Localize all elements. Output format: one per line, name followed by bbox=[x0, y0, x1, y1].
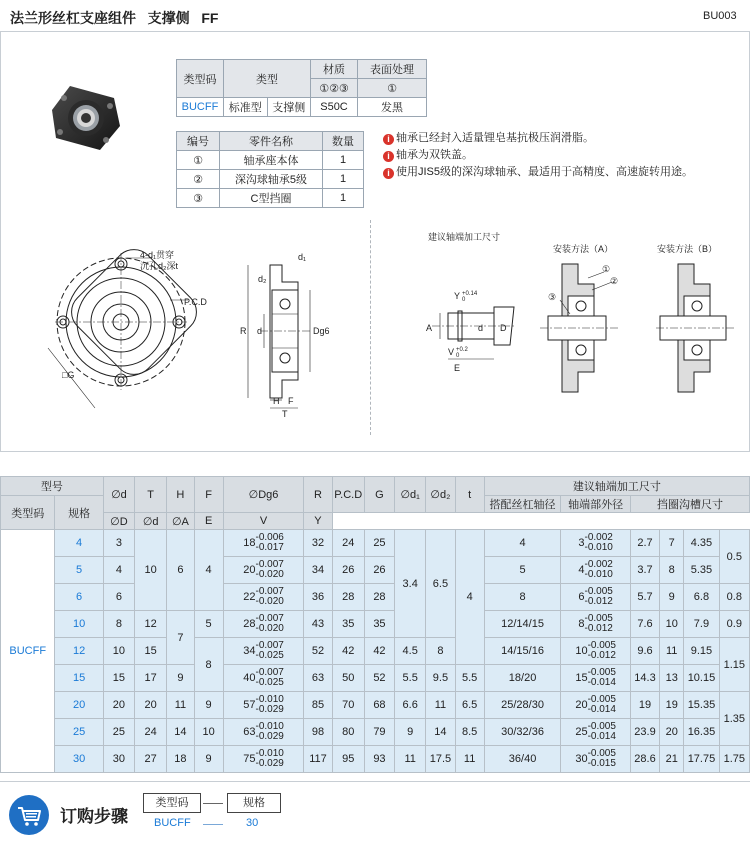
e-cell: 8 bbox=[660, 557, 684, 584]
h-cell: 6 bbox=[167, 530, 194, 611]
d-label: d bbox=[257, 326, 263, 336]
tolerance: -0.006 -0.017 bbox=[255, 532, 284, 553]
tolerance: -0.005 -0.012 bbox=[584, 613, 613, 634]
y-cell: 0.5 bbox=[719, 530, 749, 584]
shaft-sub-screw: 搭配丝杠轴径 bbox=[484, 496, 561, 513]
material-header: 材质 bbox=[311, 60, 358, 79]
screw-dia-cell: 36/40 bbox=[484, 746, 561, 773]
g-cell: 28 bbox=[364, 584, 394, 611]
pcd-cell: 24 bbox=[332, 530, 364, 557]
cart-icon-circle bbox=[9, 795, 49, 835]
parts-header-qty: 数量 bbox=[323, 132, 364, 151]
d-cell: 15 bbox=[103, 665, 134, 692]
d1-cell: 6.6 bbox=[395, 692, 426, 719]
d1-cell: 5.5 bbox=[395, 665, 426, 692]
tolerance: -0.005 -0.014 bbox=[587, 721, 616, 742]
t-cell: 8.5 bbox=[455, 719, 484, 746]
e-cell: 10 bbox=[660, 611, 684, 638]
pcd-cell: 70 bbox=[332, 692, 364, 719]
col-shaft-bigd: ∅D bbox=[103, 513, 134, 530]
table-row bbox=[1, 530, 750, 557]
tolerance: -0.002 -0.010 bbox=[584, 532, 613, 553]
dg6-cell bbox=[223, 557, 304, 584]
screw-dia-cell: 18/20 bbox=[484, 665, 561, 692]
v-tol-lower: 0 bbox=[456, 353, 460, 359]
nominal-value: 20 bbox=[575, 698, 588, 711]
nominal-value: 28 bbox=[243, 617, 256, 630]
col-pcd: P.C.D bbox=[332, 477, 364, 513]
material-value: S50C bbox=[311, 98, 358, 117]
col-t: T bbox=[135, 477, 167, 513]
t-cell: 24 bbox=[135, 719, 167, 746]
g-label: □G bbox=[62, 370, 75, 380]
y-cell: 1.75 bbox=[719, 746, 749, 773]
dg6-cell bbox=[223, 719, 304, 746]
f-label: F bbox=[288, 396, 294, 406]
t-cell: 5.5 bbox=[455, 665, 484, 692]
pcd-cell: 26 bbox=[332, 557, 364, 584]
screw-dia-cell: 14/15/16 bbox=[484, 638, 561, 665]
e-cell: 13 bbox=[660, 665, 684, 692]
part-no: ① bbox=[177, 151, 220, 170]
col-v: V bbox=[223, 513, 304, 530]
pcd-cell: 28 bbox=[332, 584, 364, 611]
table-row bbox=[1, 638, 750, 665]
shaft-end-cell bbox=[561, 530, 631, 557]
tolerance: -0.007 -0.020 bbox=[255, 613, 284, 634]
col-d1: ∅d₁ bbox=[395, 477, 426, 513]
t-label: T bbox=[282, 409, 288, 419]
table-row bbox=[1, 692, 750, 719]
d1-cell: 4.5 bbox=[395, 638, 426, 665]
tolerance: -0.010 -0.029 bbox=[255, 721, 284, 742]
cart-icon bbox=[9, 795, 49, 835]
part-name: 深沟球轴承5级 bbox=[220, 170, 323, 189]
col-shaft-d: ∅d bbox=[135, 513, 167, 530]
v-cell: 5.35 bbox=[684, 557, 719, 584]
type-code-header: 类型码 bbox=[177, 60, 224, 98]
dg6-cell bbox=[223, 584, 304, 611]
note-text: 使用JIS5级的深沟球轴承、最适用于高精度、高速旋转用途。 bbox=[396, 166, 694, 178]
d-cell: 20 bbox=[103, 692, 134, 719]
f-cell: 8 bbox=[194, 638, 223, 692]
g-cell: 42 bbox=[364, 638, 394, 665]
note-text: 轴承已经封入适量锂皂基抗极压润滑脂。 bbox=[396, 132, 594, 144]
d-cell: 25 bbox=[103, 719, 134, 746]
hole-label-2: 沉孔d₂深t bbox=[140, 261, 178, 271]
parts-header-name: 零件名称 bbox=[220, 132, 323, 151]
g-cell: 35 bbox=[364, 611, 394, 638]
spec-cell: 12 bbox=[55, 638, 103, 665]
nominal-value: 8 bbox=[578, 617, 585, 630]
t-cell: 20 bbox=[135, 692, 167, 719]
d-cell: 6 bbox=[103, 584, 134, 611]
install-a-label: 安装方法（A） bbox=[553, 244, 614, 254]
nominal-value: 63 bbox=[243, 725, 256, 738]
model-group-header: 型号 bbox=[1, 477, 104, 496]
r-cell: 34 bbox=[304, 557, 332, 584]
col-r: R bbox=[304, 477, 332, 513]
tolerance: -0.007 -0.020 bbox=[255, 586, 284, 607]
a-cell: 28.6 bbox=[630, 746, 659, 773]
table-row bbox=[1, 665, 750, 692]
r-cell: 63 bbox=[304, 665, 332, 692]
shaft-sub-end: 轴端部外径 bbox=[561, 496, 631, 513]
r-cell: 85 bbox=[304, 692, 332, 719]
shaft-end-cell bbox=[561, 692, 631, 719]
t-cell: 12 bbox=[135, 611, 167, 638]
a-cell: 9.6 bbox=[630, 638, 659, 665]
parts-header-no: 编号 bbox=[177, 132, 220, 151]
table-row bbox=[1, 719, 750, 746]
tolerance: -0.007 -0.025 bbox=[255, 667, 284, 688]
t-cell: 10 bbox=[135, 530, 167, 611]
col-y: Y bbox=[304, 513, 332, 530]
f-cell: 9 bbox=[194, 746, 223, 773]
t-cell: 11 bbox=[455, 746, 484, 773]
tolerance: -0.005 -0.012 bbox=[584, 586, 613, 607]
shaft-end-cell bbox=[561, 584, 631, 611]
d-cell: 30 bbox=[103, 746, 134, 773]
dg6-cell bbox=[223, 665, 304, 692]
finish-header: 表面处理 bbox=[358, 60, 427, 79]
a-cell: 7.6 bbox=[630, 611, 659, 638]
order-value-spec: 30 bbox=[246, 817, 259, 829]
r-cell: 32 bbox=[304, 530, 332, 557]
e-cell: 9 bbox=[660, 584, 684, 611]
d2-cell: 17.5 bbox=[426, 746, 455, 773]
shaft-d-label: d bbox=[478, 323, 484, 333]
y-cell: 0.9 bbox=[719, 611, 749, 638]
dg6-cell bbox=[223, 611, 304, 638]
nominal-value: 25 bbox=[575, 725, 588, 738]
dg6-cell bbox=[223, 530, 304, 557]
spec-cell: 30 bbox=[55, 746, 103, 773]
nominal-value: 6 bbox=[578, 590, 585, 603]
shaft-end-cell bbox=[561, 638, 631, 665]
h-cell: 18 bbox=[167, 746, 194, 773]
shaft-bigd-label: D bbox=[500, 323, 507, 333]
v-cell: 15.35 bbox=[684, 692, 719, 719]
spec-cell: 10 bbox=[55, 611, 103, 638]
type-value: 标准型 bbox=[224, 98, 268, 117]
type-code-cell: BUCFF bbox=[1, 530, 55, 773]
dg6-label: Dg6 bbox=[313, 326, 330, 336]
d1-cell: 11 bbox=[395, 746, 426, 773]
type-code-value: BUCFF bbox=[177, 98, 224, 117]
g-cell: 68 bbox=[364, 692, 394, 719]
v-cell: 9.15 bbox=[684, 638, 719, 665]
nominal-value: 3 bbox=[578, 536, 585, 549]
nominal-value: 34 bbox=[243, 644, 256, 657]
type-code-subheader: 类型码 bbox=[1, 496, 55, 530]
spec-cell: 25 bbox=[55, 719, 103, 746]
nominal-value: 75 bbox=[243, 752, 256, 765]
t-cell: 27 bbox=[135, 746, 167, 773]
d1-label: d₁ bbox=[298, 252, 307, 262]
table-row bbox=[1, 584, 750, 611]
part-qty: 1 bbox=[323, 151, 364, 170]
spec-cell: 15 bbox=[55, 665, 103, 692]
f-cell: 9 bbox=[194, 692, 223, 719]
col-dg6: ∅Dg6 bbox=[223, 477, 304, 513]
order-box-spec: 规格 bbox=[227, 793, 281, 813]
dimension-table bbox=[0, 476, 750, 773]
col-a: ∅A bbox=[167, 513, 194, 530]
pcd-label: P.C.D bbox=[184, 297, 207, 307]
screw-dia-cell: 25/28/30 bbox=[484, 692, 561, 719]
d-cell: 10 bbox=[103, 638, 134, 665]
screw-dia-cell: 8 bbox=[484, 584, 561, 611]
v-tol-upper: +0.2 bbox=[456, 347, 468, 353]
col-h: H bbox=[167, 477, 194, 513]
order-title: 订购步骤 bbox=[60, 807, 128, 826]
a-cell: 3.7 bbox=[630, 557, 659, 584]
order-section bbox=[0, 781, 750, 847]
d2-cell: 6.5 bbox=[426, 530, 455, 638]
type-header: 类型 bbox=[224, 60, 311, 98]
e-cell: 11 bbox=[660, 638, 684, 665]
callout-2: ② bbox=[610, 276, 619, 286]
col-d2: ∅d₂ bbox=[426, 477, 455, 513]
d-cell: 3 bbox=[103, 530, 134, 557]
g-cell: 52 bbox=[364, 665, 394, 692]
a-cell: 14.3 bbox=[630, 665, 659, 692]
order-value-connector bbox=[203, 824, 223, 825]
g-cell: 25 bbox=[364, 530, 394, 557]
r-label: R bbox=[240, 326, 247, 336]
shaft-end-cell bbox=[561, 719, 631, 746]
d2-cell: 11 bbox=[426, 692, 455, 719]
d-cell: 8 bbox=[103, 611, 134, 638]
screw-dia-cell: 12/14/15 bbox=[484, 611, 561, 638]
r-cell: 98 bbox=[304, 719, 332, 746]
hole-label-1: 4-d₁贯穿 bbox=[140, 250, 175, 260]
a-label: A bbox=[426, 323, 433, 333]
part-name: C型挡圈 bbox=[220, 189, 323, 208]
spec-cell: 20 bbox=[55, 692, 103, 719]
order-value-type: BUCFF bbox=[154, 817, 191, 829]
y-cell: 1.35 bbox=[719, 692, 749, 746]
h-label: H bbox=[273, 396, 280, 406]
product-code: BU003 bbox=[703, 10, 737, 22]
order-connector bbox=[203, 803, 223, 804]
nominal-value: 30 bbox=[575, 752, 588, 765]
drawing-frame bbox=[0, 31, 750, 452]
tolerance: -0.005 -0.014 bbox=[587, 694, 616, 715]
tolerance: -0.005 -0.012 bbox=[587, 640, 616, 661]
pcd-cell: 42 bbox=[332, 638, 364, 665]
e-cell: 19 bbox=[660, 692, 684, 719]
v-cell: 4.35 bbox=[684, 530, 719, 557]
r-cell: 43 bbox=[304, 611, 332, 638]
col-f: F bbox=[194, 477, 223, 513]
info-icon: i bbox=[383, 151, 394, 162]
nominal-value: 22 bbox=[243, 590, 256, 603]
v-cell: 16.35 bbox=[684, 719, 719, 746]
v-label: V bbox=[448, 347, 455, 357]
r-cell: 117 bbox=[304, 746, 332, 773]
part-qty: 1 bbox=[323, 189, 364, 208]
e-cell: 7 bbox=[660, 530, 684, 557]
g-cell: 26 bbox=[364, 557, 394, 584]
h-cell: 7 bbox=[167, 611, 194, 665]
y-cell: 1.15 bbox=[719, 638, 749, 692]
v-cell: 17.75 bbox=[684, 746, 719, 773]
h-cell: 14 bbox=[167, 719, 194, 746]
nominal-value: 40 bbox=[243, 671, 256, 684]
table-row bbox=[1, 611, 750, 638]
col-d: ∅d bbox=[103, 477, 134, 513]
g-cell: 93 bbox=[364, 746, 394, 773]
e-label: E bbox=[454, 363, 461, 373]
d2-cell: 9.5 bbox=[426, 665, 455, 692]
side-value: 支撑侧 bbox=[267, 98, 311, 117]
tolerance: -0.010 -0.029 bbox=[255, 748, 284, 769]
callout-1: ① bbox=[602, 264, 611, 274]
part-no: ② bbox=[177, 170, 220, 189]
r-cell: 36 bbox=[304, 584, 332, 611]
tolerance: -0.002 -0.010 bbox=[584, 559, 613, 580]
screw-dia-cell: 4 bbox=[484, 530, 561, 557]
col-tt: t bbox=[455, 477, 484, 513]
r-cell: 52 bbox=[304, 638, 332, 665]
shaft-group-header: 建议轴端加工尺寸 bbox=[484, 477, 749, 496]
d1-cell: 3.4 bbox=[395, 530, 426, 638]
dg6-cell bbox=[223, 638, 304, 665]
pcd-cell: 80 bbox=[332, 719, 364, 746]
note-text: 轴承为双铁盖。 bbox=[396, 149, 473, 161]
t-cell: 4 bbox=[455, 530, 484, 665]
col-g: G bbox=[364, 477, 394, 513]
spec-cell: 5 bbox=[55, 557, 103, 584]
tolerance: -0.005 -0.014 bbox=[587, 667, 616, 688]
order-box-type: 类型码 bbox=[143, 793, 201, 813]
v-cell: 6.8 bbox=[684, 584, 719, 611]
shaft-sub-groove: 挡圈沟槽尺寸 bbox=[630, 496, 749, 513]
nominal-value: 4 bbox=[578, 563, 585, 576]
d-cell: 4 bbox=[103, 557, 134, 584]
a-cell: 19 bbox=[630, 692, 659, 719]
d2-cell: 14 bbox=[426, 719, 455, 746]
part-no: ③ bbox=[177, 189, 220, 208]
nominal-value: 18 bbox=[243, 536, 256, 549]
info-icon: i bbox=[383, 134, 394, 145]
pcd-cell: 95 bbox=[332, 746, 364, 773]
d2-cell: 8 bbox=[426, 638, 455, 665]
y-tol-lower: 0 bbox=[462, 297, 466, 303]
col-e: E bbox=[194, 513, 223, 530]
tolerance: -0.010 -0.029 bbox=[255, 694, 284, 715]
shaft-end-cell bbox=[561, 557, 631, 584]
nominal-value: 57 bbox=[243, 698, 256, 711]
info-icon: i bbox=[383, 168, 394, 179]
d1-cell: 9 bbox=[395, 719, 426, 746]
shaft-end-cell bbox=[561, 746, 631, 773]
nominal-value: 10 bbox=[575, 644, 588, 657]
h-cell: 11 bbox=[167, 692, 194, 719]
f-cell: 4 bbox=[194, 530, 223, 611]
t-cell: 15 bbox=[135, 638, 167, 665]
g-cell: 79 bbox=[364, 719, 394, 746]
table-row bbox=[1, 557, 750, 584]
dg6-cell bbox=[223, 746, 304, 773]
d2-label: d₂ bbox=[258, 274, 267, 284]
f-cell: 10 bbox=[194, 719, 223, 746]
y-tol-upper: +0.14 bbox=[462, 291, 478, 297]
spec-cell: 6 bbox=[55, 584, 103, 611]
callout-3: ③ bbox=[548, 292, 557, 302]
nominal-value: 20 bbox=[243, 563, 256, 576]
shaft-end-cell bbox=[561, 611, 631, 638]
pcd-cell: 50 bbox=[332, 665, 364, 692]
shaft-title: 建议轴端加工尺寸 bbox=[428, 232, 501, 242]
screw-dia-cell: 5 bbox=[484, 557, 561, 584]
a-cell: 2.7 bbox=[630, 530, 659, 557]
t-cell: 6.5 bbox=[455, 692, 484, 719]
tolerance: -0.007 -0.020 bbox=[255, 559, 284, 580]
v-cell: 10.15 bbox=[684, 665, 719, 692]
material-sub: ①②③ bbox=[311, 79, 358, 98]
y-label: Y bbox=[454, 291, 461, 301]
page-title: 法兰形丝杠支座组件 支撑侧 FF bbox=[10, 10, 219, 26]
part-name: 轴承座本体 bbox=[220, 151, 323, 170]
y-cell: 0.8 bbox=[719, 584, 749, 611]
e-cell: 20 bbox=[660, 719, 684, 746]
shaft-end-cell bbox=[561, 665, 631, 692]
pcd-cell: 35 bbox=[332, 611, 364, 638]
tolerance: -0.007 -0.025 bbox=[255, 640, 284, 661]
v-cell: 7.9 bbox=[684, 611, 719, 638]
finish-value: 发黑 bbox=[358, 98, 427, 117]
part-qty: 1 bbox=[323, 170, 364, 189]
spec-subheader: 规格 bbox=[55, 496, 103, 530]
dg6-cell bbox=[223, 692, 304, 719]
install-b-label: 安装方法（B） bbox=[657, 244, 718, 254]
a-cell: 23.9 bbox=[630, 719, 659, 746]
finish-sub: ① bbox=[358, 79, 427, 98]
table-row bbox=[1, 746, 750, 773]
spec-cell: 4 bbox=[55, 530, 103, 557]
screw-dia-cell: 30/32/36 bbox=[484, 719, 561, 746]
tolerance: -0.005 -0.015 bbox=[587, 748, 616, 769]
f-cell: 5 bbox=[194, 611, 223, 638]
e-cell: 21 bbox=[660, 746, 684, 773]
a-cell: 5.7 bbox=[630, 584, 659, 611]
h-cell: 9 bbox=[167, 665, 194, 692]
nominal-value: 15 bbox=[575, 671, 588, 684]
t-cell: 17 bbox=[135, 665, 167, 692]
